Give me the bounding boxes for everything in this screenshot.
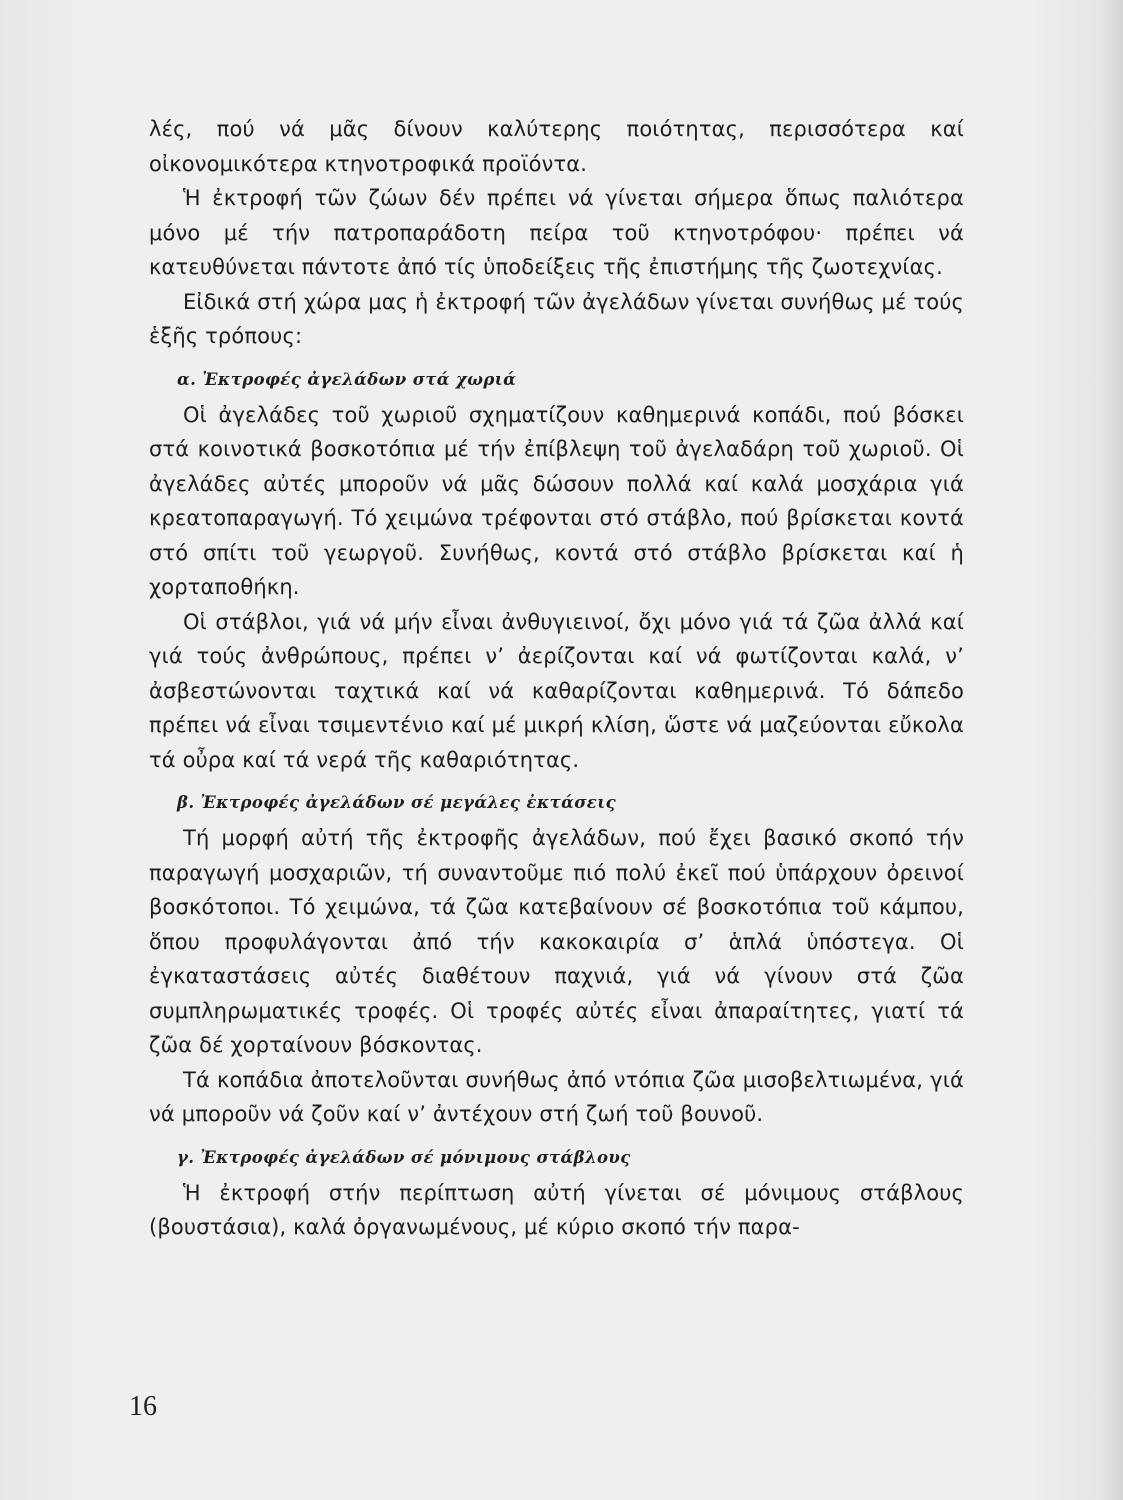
paragraph-village-herds: Οἱ ἀγελάδες τοῦ χωριοῦ σχηματίζουν καθημερινά κοπάδι, πού βόσκει στά κοινοτικά βοσκοτόπια μέ τήν ἐπίβλεψη τοῦ ἀγελαδάρη τοῦ χωριοῦ. Οἱ ἀγελάδες αὐτές μποροῦν νά μᾶς δώσουν πολλά καί καλά μοσχάρια γιά κρεατοπαραγωγή. Τό χειμώνα τρέφονται στό στάβλο, πού βρίσκεται κοντά στό σπίτι τοῦ γεωργοῦ. Συνήθως, κοντά στό στάβλο βρίσκεται καί ἡ χορταποθήκη. — [149, 402, 964, 599]
paragraph-permanent-stables: Ἡ ἐκτροφή στήν περίπτωση αὐτή γίνεται σέ μόνιμους στάβλους (βουστάσια), καλά ὀργανωμένους, μέ κύριο σκοπό τήν παρα- — [149, 1180, 964, 1239]
paragraph-breeding-methods-intro: Εἰδικά στή χώρα μας ἡ ἐκτροφή τῶν ἀγελάδων γίνεται συνήθως μέ τούς ἑξῆς τρόπους: — [149, 289, 964, 348]
page-body — [149, 112, 964, 1245]
section-heading-villages: α. Ἐκτροφές ἀγελάδων στά χωριά — [177, 369, 517, 389]
paragraph-herd-composition: Τά κοπάδια ἀποτελοῦνται συνήθως ἀπό ντόπια ζῶα μισοβελτιωμένα, γιά νά μποροῦν νά ζοῦν καί ν’ ἀντέχουν στή ζωή τοῦ βουνοῦ. — [149, 1067, 964, 1126]
section-heading-permanent-stables: γ. Ἐκτροφές ἀγελάδων σέ μόνιμους στάβλους — [177, 1147, 631, 1167]
paragraph-continuation: λές, πού νά μᾶς δίνουν καλύτερης ποιότητας, περισσότερα καί οἰκονομικότερα κτηνοτροφικά προϊόντα. — [149, 117, 964, 176]
page-edge-shadow — [1101, 0, 1123, 1500]
paragraph-breeding-science: Ἡ ἐκτροφή τῶν ζώων δέν πρέπει νά γίνεται σήμερα ὅπως παλιότερα μόνο μέ τήν πατροπαράδοτη πείρα τοῦ κτηνοτρόφου· πρέπει νά κατευθύνεται πάντοτε ἀπό τίς ὑποδείξεις τῆς ἐπιστήμης τῆς ζωοτεχνίας. — [149, 186, 964, 279]
page-number: 16 — [129, 1391, 157, 1422]
paragraph-large-area-breeding: Τή μορφή αὐτή τῆς ἐκτροφῆς ἀγελάδων, πού ἔχει βασικό σκοπό τήν παραγωγή μοσχαριῶν, τή συναντοῦμε πιό πολύ ἐκεῖ πού ὑπάρχουν ὀρεινοί βοσκότοποι. Τό χειμώνα, τά ζῶα κατεβαίνουν σέ βοσκοτόπια τοῦ κάμπου, ὅπου προφυλάγονται ἀπό τήν κακοκαιρία σ’ ἁπλά ὑπόστεγα. Οἱ ἐγκαταστάσεις αὐτές διαθέτουν παχνιά, γιά νά γίνουν στά ζῶα συμπληρωματικές τροφές. Οἱ τροφές αὐτές εἶναι ἀπαραίτητες, γιατί τά ζῶα δέ χορταίνουν βόσκοντας. — [149, 826, 964, 1057]
paragraph-stables-hygiene: Οἱ στάβλοι, γιά νά μήν εἶναι ἀνθυγιεινοί, ὄχι μόνο γιά τά ζῶα ἀλλά καί γιά τούς ἀνθρώπους, πρέπει ν’ ἀερίζονται καί νά φωτίζονται καλά, ν’ ἀσβεστώνονται ταχτικά καί νά καθαρίζονται καθημερινά. Τό δάπεδο πρέπει νά εἶναι τσιμεντένιο καί μέ μικρή κλίση, ὥστε νά μαζεύονται εὔκολα τά οὖρα καί τά νερά τῆς καθαριότητας. — [149, 609, 964, 772]
section-heading-large-areas: β. Ἐκτροφές ἀγελάδων σέ μεγάλες ἐκτάσεις — [177, 793, 617, 812]
